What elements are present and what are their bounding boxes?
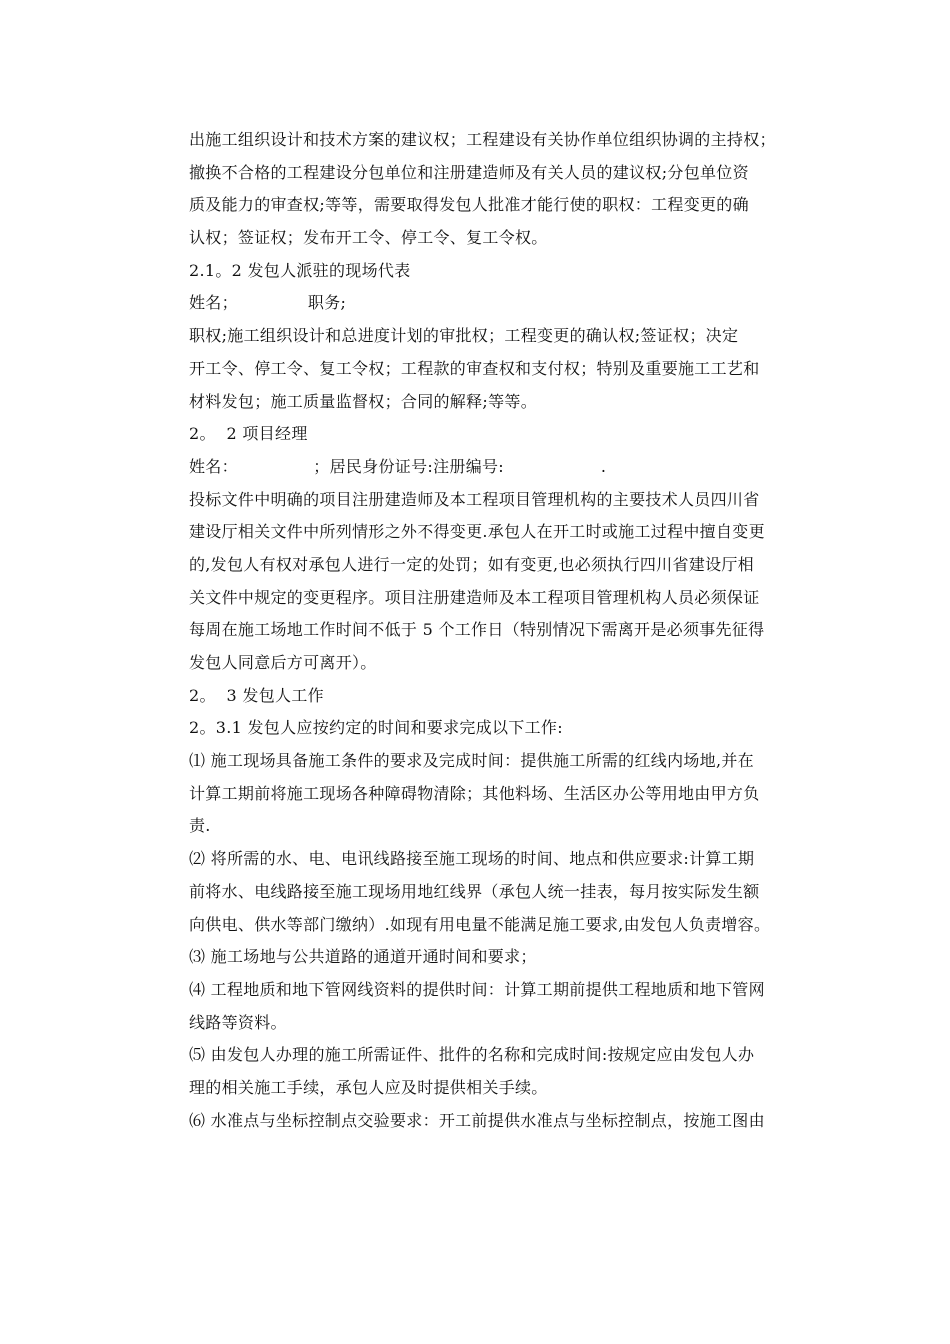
text-line: 职权;施工组织设计和总进度计划的审批权；工程变更的确认权;签证权；决定: [189, 326, 739, 346]
text-line: 前将水、电线路接至施工现场用地红线界（承包人统一挂表，每月按实际发生额: [189, 881, 760, 901]
text-line: 材料发包；施工质量监督权；合同的解释;等等。: [189, 391, 537, 411]
text-line: 责.: [189, 816, 211, 836]
text-line: ⑴ 施工现场具备施工条件的要求及完成时间：提供施工所需的红线内场地,并在: [189, 751, 754, 771]
text-line: 投标文件中明确的项目注册建造师及本工程项目管理机构的主要技术人员四川省: [189, 489, 760, 509]
text-line: 关文件中规定的变更程序。项目注册建造师及本工程项目管理机构人员必须保证: [189, 587, 760, 607]
text-line: 姓名； 职务;: [189, 293, 347, 313]
text-line: 的,发包人有权对承包人进行一定的处罚；如有变更,也必须执行四川省建设厅相: [189, 554, 754, 574]
section-heading: 2。3.1 发包人应按约定的时间和要求完成以下工作:: [189, 718, 563, 738]
section-heading: 2。 2 项目经理: [189, 424, 308, 444]
text-line: 出施工组织设计和技术方案的建议权；工程建设有关协作单位组织协调的主持权；: [189, 130, 776, 149]
text-line: 开工令、停工令、复工令权；工程款的审查权和支付权；特别及重要施工工艺和: [189, 358, 760, 378]
text-line: 质及能力的审查权;等等，需要取得发包人批准才能行使的职权：工程变更的确: [189, 195, 749, 215]
text-line: 向供电、供水等部门缴纳）.如现有用电量不能满足施工要求,由发包人负责增容。: [189, 914, 771, 934]
text-line: 认权；签证权；发布开工令、停工令、复工令权。: [189, 228, 548, 248]
text-line: 建设厅相关文件中所列情形之外不得变更.承包人在开工时或施工过程中擅自变更: [189, 522, 765, 542]
text-line: 撤换不合格的工程建设分包单位和注册建造师及有关人员的建议权;分包单位资: [189, 162, 749, 182]
text-line: ⑷ 工程地质和地下管网线资料的提供时间：计算工期前提供工程地质和地下管网: [189, 979, 765, 999]
text-line: 线路等资料。: [189, 1012, 287, 1032]
text-line: 发包人同意后方可离开）。: [189, 653, 377, 672]
text-line: ⑸ 由发包人办理的施工所需证件、批件的名称和完成时间:按规定应由发包人办: [189, 1045, 755, 1065]
section-heading: 2.1。2 发包人派驻的现场代表: [189, 260, 411, 280]
text-line: 计算工期前将施工现场各种障碍物清除；其他料场、生活区办公等用地由甲方负: [189, 783, 760, 803]
text-line: 每周在施工场地工作时间不低于 5 个工作日（特别情况下需离开是必须事先征得: [189, 620, 765, 640]
document-body: [189, 124, 809, 1137]
text-line: 理的相关施工手续，承包人应及时提供相关手续。: [189, 1077, 548, 1097]
text-line: ⑶ 施工场地与公共道路的通道开通时间和要求；: [189, 947, 537, 967]
text-line: 姓名： ；居民身份证号:注册编号: .: [189, 456, 607, 476]
section-heading: 2。 3 发包人工作: [189, 685, 324, 705]
text-line: ⑵ 将所需的水、电、电讯线路接至施工现场的时间、地点和供应要求:计算工期: [189, 849, 755, 869]
text-line: ⑹ 水准点与坐标控制点交验要求：开工前提供水准点与坐标控制点，按施工图由: [189, 1110, 765, 1130]
